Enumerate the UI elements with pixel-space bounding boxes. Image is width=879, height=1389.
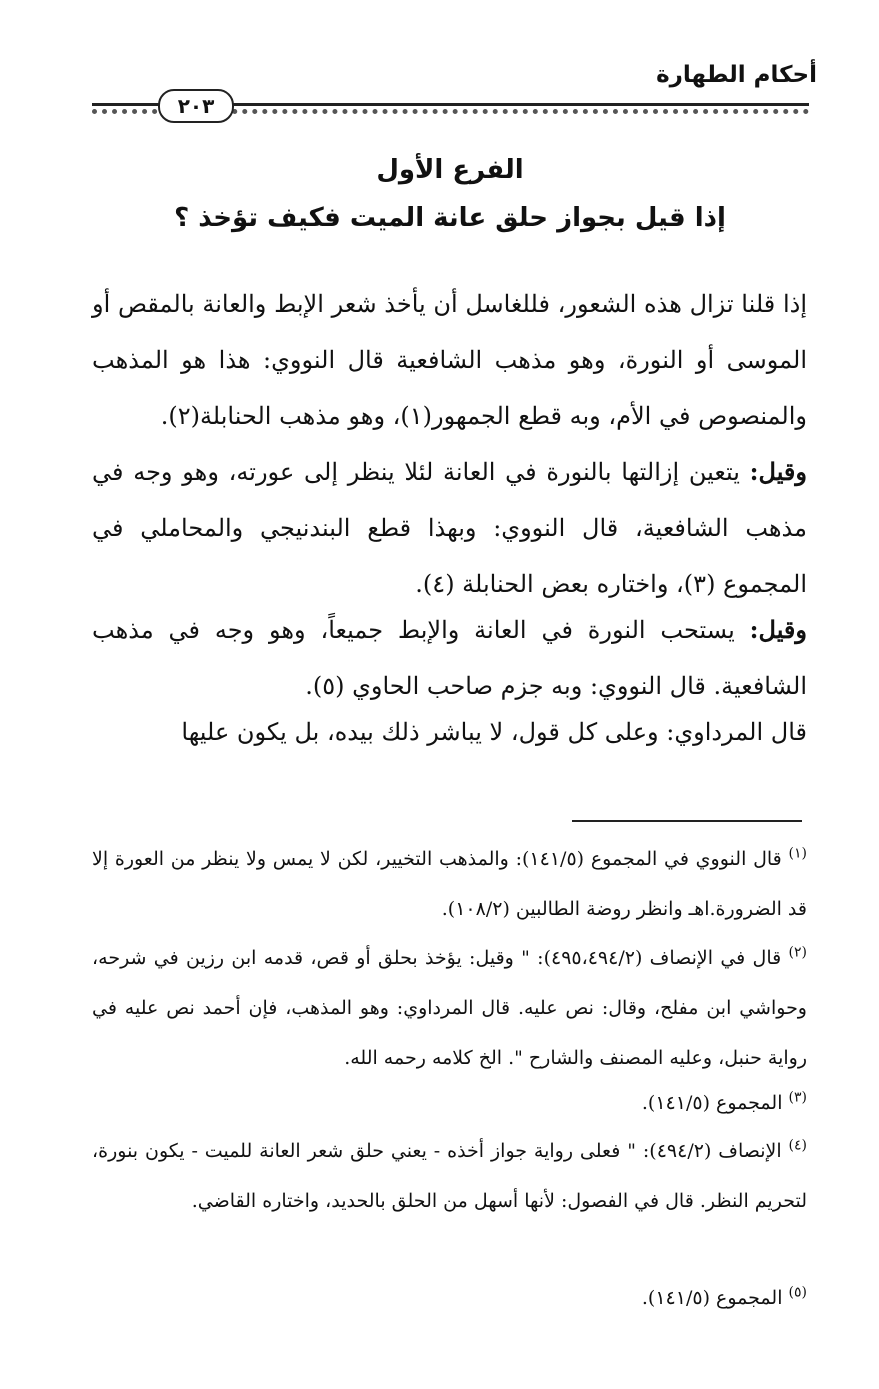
- footnote-number: (١): [788, 845, 807, 862]
- paragraph-2: [92, 444, 807, 612]
- footnote-text: الإنصاف (٤٩٤/٢): " فعلى رواية جواز أخذه - يعني حلق شعر العانة للميت - يكون بنورة، لتحريم النظر. قال في الفصول: لأنها أسهل من الحلق بالحديد، واختاره القاضي.: [92, 1140, 807, 1212]
- question-heading: إذا قيل بجواز حلق عانة الميت فكيف تؤخذ ؟: [174, 203, 726, 233]
- paragraph-3: [92, 602, 807, 714]
- paragraph-lead: وقيل:: [749, 615, 807, 644]
- footnote-text: المجموع (١٤١/٥).: [641, 1092, 789, 1114]
- footnote-number: (٤): [788, 1137, 808, 1154]
- paragraph-text: إذا قلنا تزال هذه الشعور، فللغاسل أن يأخذ شعر الإبط والعانة بالمقص أو الموسى أو النورة، وهو مذهب الشافعية قال النووي: هذا هو المذهب والمنصوص في الأم، وبه قطع الجمهور(١)، وهو مذهب الحنابلة(٢).: [92, 290, 807, 430]
- paragraph-1: [92, 276, 807, 444]
- running-title: أحكام الطهارة: [656, 62, 817, 88]
- paragraph-4: [92, 704, 807, 760]
- page-number: ٢٠٣: [158, 89, 234, 123]
- footnote-text: قال النووي في المجموع (١٤١/٥): والمذهب التخيير، لكن لا يمس ولا ينظر من العورة إلا قد الضرورة.اهـ وانظر روضة الطالبين (١٠٨/٢).: [92, 848, 807, 920]
- section-heading: الفرع الأول: [376, 155, 524, 185]
- footnote-number: (٣): [788, 1089, 807, 1106]
- footnote-1: [92, 834, 807, 934]
- footnote-4: [92, 1126, 807, 1226]
- footnote-text: قال في الإنصاف (٤٩٥،٤٩٤/٢): " وقيل: يؤخذ بحلق أو قص، قدمه ابن رزين في شرحه، وحواشي ابن مفلح، وقال: نص عليه. قال المرداوي: وهو المذهب، فإن أحمد نص عليه في رواية حنبل، وعليه المصنف والشارح ". الخ كلامه رحمه الله.: [92, 947, 807, 1069]
- footnote-3: [92, 1078, 807, 1128]
- footnote-2: [92, 933, 807, 1083]
- paragraph-text: يستحب النورة في العانة والإبط جميعاً، وهو وجه في مذهب الشافعية. قال النووي: وبه جزم صاحب الحاوي (٥).: [92, 616, 807, 700]
- footnote-separator: [572, 820, 802, 822]
- footnote-number: (٥): [788, 1284, 807, 1301]
- footnote-5: [92, 1273, 807, 1323]
- paragraph-text: يتعين إزالتها بالنورة في العانة لئلا ينظر إلى عورته، وهو وجه في مذهب الشافعية، قال النووي: وبهذا قطع البندنيجي والمحاملي في المجموع (٣)، واختاره بعض الحنابلة (٤).: [92, 458, 807, 598]
- footnote-text: المجموع (١٤١/٥).: [641, 1287, 789, 1309]
- paragraph-lead: وقيل:: [749, 457, 807, 486]
- paragraph-text: قال المرداوي: وعلى كل قول، لا يباشر ذلك بيده، بل يكون عليها: [181, 718, 807, 746]
- footnote-number: (٢): [788, 944, 807, 961]
